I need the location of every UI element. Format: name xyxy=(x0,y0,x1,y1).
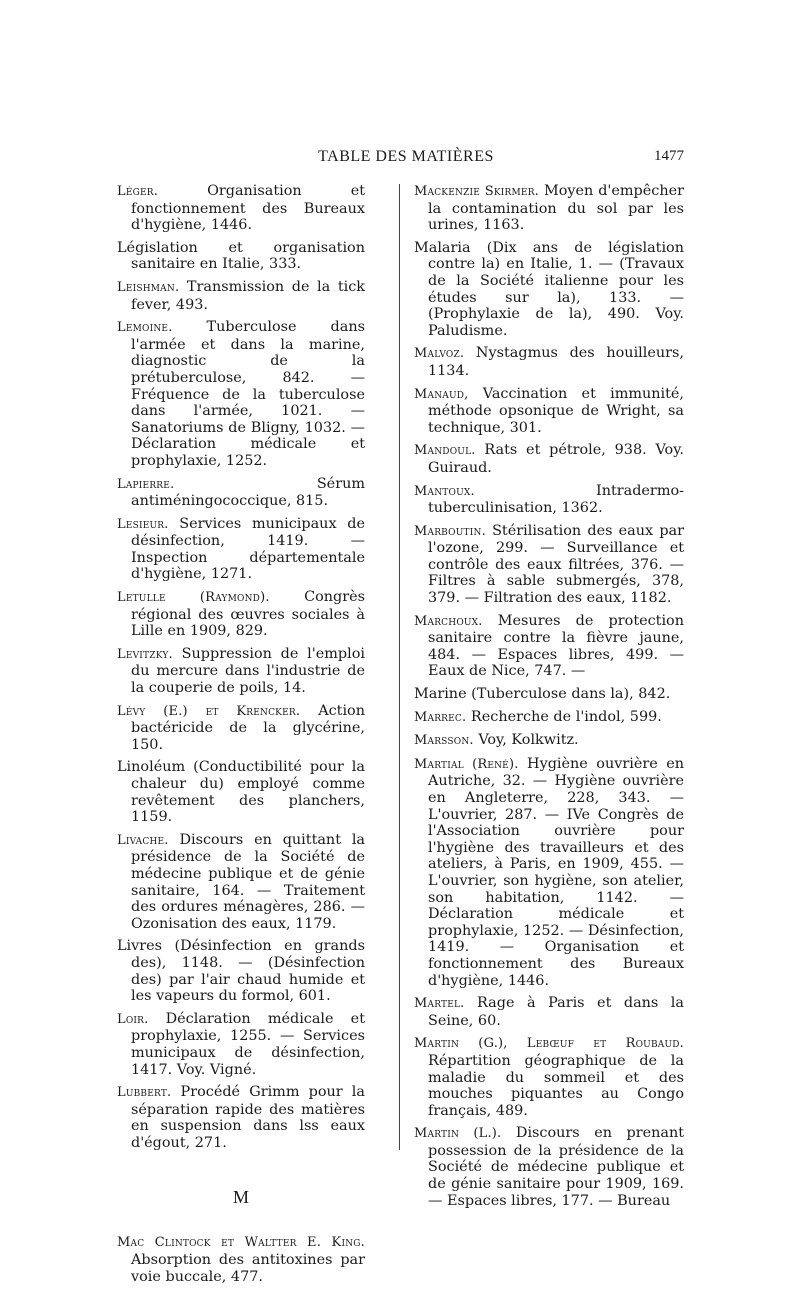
author-name: Malvoz. xyxy=(414,346,465,362)
index-entry xyxy=(414,483,684,517)
page-number: 1477 xyxy=(654,148,684,164)
entry-text: Malaria (Dix ans de législation contre la) en Italie, 1. — (Travaux de la Société italienne pour les études sur la), 133. — (Prophylaxie de la), 490. Voy. Paludisme. xyxy=(414,239,684,339)
entry-text: Procédé Grimm pour la séparation rapide des matières en suspension dans lss eaux d'égout, 271. xyxy=(131,1084,365,1151)
entry-text: Intradermo-tuberculinisation, 1362. xyxy=(428,482,684,517)
author-name: Martial (René). xyxy=(414,756,519,772)
author-name: Mackenzie Skirmer. xyxy=(414,184,540,199)
index-entry xyxy=(414,613,684,680)
index-entry xyxy=(117,832,365,933)
entry-text: Nystagmus des houilleurs, 1134. xyxy=(428,345,684,379)
author-name: Marrec. xyxy=(414,709,467,725)
entry-text: Déclaration médicale et prophylaxie, 1255. — Services municipaux de désinfection, 1417. Voy. Vigné. xyxy=(131,1010,365,1078)
entry-text: Organisation et fonctionnement des Bureaux d'hygiène, 1446. xyxy=(131,183,365,234)
author-name: Lesieur. xyxy=(117,516,169,532)
entry-text: Marine (Tuberculose dans la), 842. xyxy=(414,686,671,703)
entry-text: Transmission de la tick fever, 493. xyxy=(131,278,365,313)
index-entry xyxy=(414,442,684,476)
column-divider xyxy=(399,184,400,1150)
entry-text: Linoléum (Conductibilité pour la chaleur du) employé comme revêtement des planchers, 1159. xyxy=(117,759,365,826)
author-name: Manaud, xyxy=(414,386,469,402)
author-name: Lapierre. xyxy=(117,476,175,492)
entry-text: Livres (Désinfection en grands des), 1148. — (Désinfection des) par l'air chaud humide et les vapeurs du formol, 601. xyxy=(117,938,365,1005)
author-name: Léger. xyxy=(117,184,159,199)
author-name: Mac Clintock et Waltter E. King. xyxy=(117,1235,365,1251)
index-entry xyxy=(117,1011,365,1078)
index-entry xyxy=(414,345,684,379)
page-header xyxy=(0,148,800,172)
index-entry xyxy=(414,686,684,703)
right-column xyxy=(414,183,684,1215)
author-name: Livache. xyxy=(117,832,169,848)
index-entry xyxy=(117,703,365,754)
author-name: Lubbert. xyxy=(117,1085,172,1101)
entry-text: Services municipaux de désinfection, 1419. — Inspection départementale d'hygiène, 1271. xyxy=(131,515,365,583)
index-entry xyxy=(414,523,684,607)
entry-text: Voy, Kolkwitz. xyxy=(473,732,579,749)
entry-text: Sérum antiméningococcique, 815. xyxy=(131,475,365,510)
index-entry xyxy=(414,1125,684,1209)
author-name: Martin (L.). xyxy=(414,1126,502,1142)
index-entry xyxy=(414,732,684,750)
index-entry xyxy=(414,183,684,234)
index-entry xyxy=(117,183,365,234)
index-entry xyxy=(414,386,684,437)
author-name: Levitzky. xyxy=(117,646,173,662)
author-name: Marchoux. xyxy=(414,613,483,629)
index-entry xyxy=(414,709,684,727)
author-name: Lemoine. xyxy=(117,320,173,336)
index-entry xyxy=(117,319,365,469)
entry-text: Absorption des antitoxines par voie buccale, 477. xyxy=(131,1252,365,1285)
index-entry xyxy=(414,995,684,1029)
author-name: Mandoul. xyxy=(414,443,476,459)
right-entries xyxy=(414,183,684,1209)
author-name: Martin (G.), Lebœuf et Roubaud. xyxy=(414,1036,684,1052)
index-entry xyxy=(117,476,365,510)
author-name: Marboutin. xyxy=(414,523,486,539)
index-entry xyxy=(117,759,365,825)
entry-text: Recherche de l'indol, 599. xyxy=(466,708,662,725)
index-entry xyxy=(414,1035,684,1119)
author-name: Martel. xyxy=(414,996,465,1012)
index-entry xyxy=(117,646,365,697)
running-title: TABLE DES MATIÈRES xyxy=(318,148,494,165)
index-entry xyxy=(117,240,365,273)
entry-text: Législation et organisation sanitaire en Italie, 333. xyxy=(117,239,365,273)
index-entry xyxy=(414,240,684,340)
author-name: Loir. xyxy=(117,1011,149,1027)
index-entry xyxy=(117,516,365,583)
entry-text: Discours en quittant la présidence de la Société de médecine publique et de génie sanitaire, 164. — Traitement des ordures ménagères, 286. — Ozonisation des eaux, 1179. xyxy=(131,831,365,932)
author-name: Marsson. xyxy=(414,733,474,749)
section-letter: M xyxy=(232,1187,249,1208)
entry-text: Vaccination et immunité, méthode opsonique de Wright, sa technique, 301. xyxy=(428,385,684,436)
entry-text: Congrès régional des œuvres sociales à Lille en 1909, 829. xyxy=(131,589,366,640)
entry-text: Hygiène ouvrière en Autriche, 32. — Hygiène ouvrière en Angleterre, 228, 343. — L'ouvrier, 287. — IVe Congrès de l'Association ouvrière pour l'hygiène des travailleurs et des ateliers, à Paris, en 1909, 455. — L'ouvrier, son hygiène, son atelier, son habitation, 1142. — Déclaration médicale et prophylaxie, 1252. — Désinfection, 1419. — Organisation et fonctionnement des Bureaux d'hygiène, 1446. xyxy=(428,755,684,989)
entry-text: Rage à Paris et dans la Seine, 60. xyxy=(428,995,684,1029)
entry-text: Moyen d'empêcher la contamination du sol par les urines, 1163. xyxy=(428,183,684,234)
index-entry xyxy=(117,938,365,1004)
entry-text: Mesures de protection sanitaire contre la fièvre jaune, 484. — Espaces libres, 499. — Eaux de Nice, 747. — xyxy=(428,612,684,680)
author-name: Letulle (Raymond). xyxy=(117,590,270,606)
entry-text: Répartition géographique de la maladie du sommeil et des mouches piquantes au Congo français, 489. xyxy=(428,1052,684,1119)
left-column xyxy=(117,183,365,1291)
left-entries xyxy=(117,183,365,1151)
entry-text: Tuberculose dans l'armée et dans la marine, diagnostic de la prétuberculose, 842. — Fréquence de la tuberculose dans l'armée, 1021. — Sanatoriums de Bligny, 1032. — Déclaration médicale et prophylaxie, 1252. xyxy=(131,319,365,469)
entry-text: Action bactéricide de la glycérine, 150. xyxy=(131,702,365,753)
index-entry xyxy=(117,1084,365,1151)
left-entries-after xyxy=(117,1234,365,1285)
index-entry xyxy=(117,279,365,313)
index-entry xyxy=(414,756,684,989)
author-name: Leishman. xyxy=(117,279,180,295)
entry-text: Stérilisation des eaux par l'ozone, 299. — Surveillance et contrôle des eaux filtrées, 376. — Filtres à sable submergés, 378, 379. — Filtration des eaux, 1182. xyxy=(428,522,684,607)
index-entry xyxy=(117,1234,365,1285)
author-name: Mantoux. xyxy=(414,483,475,499)
entry-text: Suppression de l'emploi du mercure dans l'industrie de la couperie de poils, 14. xyxy=(131,645,365,697)
index-entry xyxy=(117,589,365,640)
entry-text: Rats et pétrole, 938. Voy. Guiraud. xyxy=(428,442,684,476)
author-name: Lévy (E.) et Krencker. xyxy=(117,703,301,719)
entry-text: Discours en prenant possession de la présidence de la Société de médecine publique et de génie sanitaire pour 1909, 169. — Espaces libres, 177. — Bureau xyxy=(428,1125,685,1209)
